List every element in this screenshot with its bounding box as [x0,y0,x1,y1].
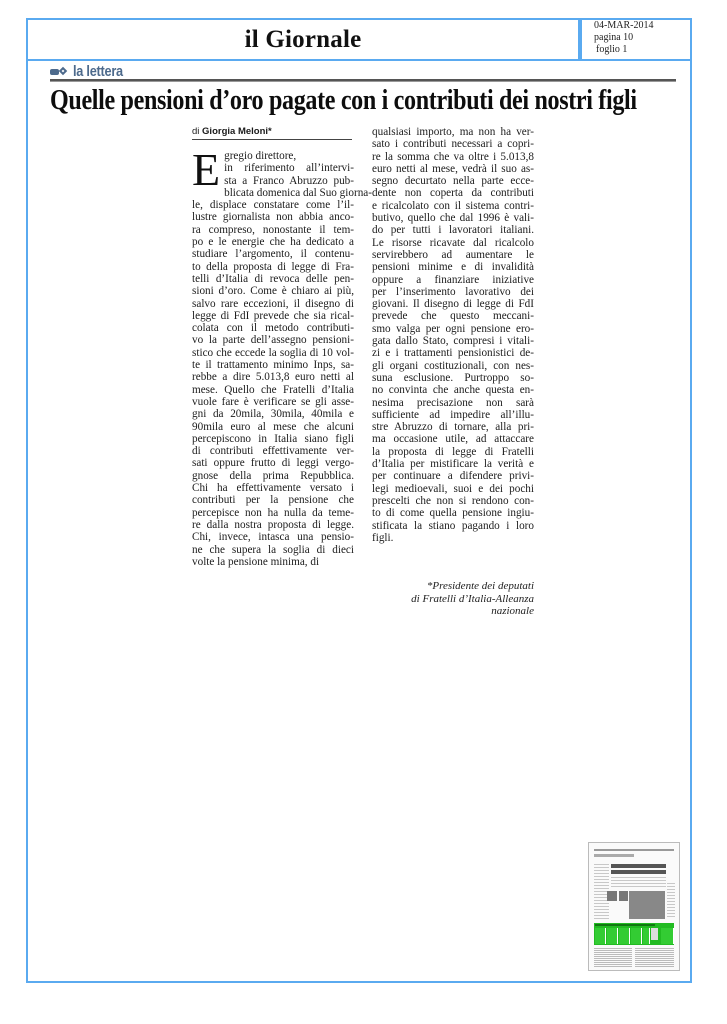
text-line: sato i contributi necessari a copri- [372,138,534,151]
thumb-title [611,870,666,874]
thumb-text [611,877,666,887]
text-line: prescelti che non si rendono con- [372,494,534,507]
clipping-date: 04-MAR-2014 [594,20,654,31]
text-line: po e le energie che ha dedicato a [192,236,354,249]
byline-prefix: di [192,126,203,137]
text-line: smo valga per ogni pensione ero- [372,322,534,335]
text-line: pensioni minime e di invalidità [372,261,534,274]
text-line: to della proposta di legge di Fra- [192,260,354,273]
thumb-green-col [619,928,630,944]
article-column-2 [372,126,534,544]
text-line: gata dallo Stato, compresi i vitali- [372,335,534,348]
rubric-label: la lettera [73,63,123,80]
author-signature [372,580,534,618]
text-line: percepiscono in Italia siano figli [192,432,354,445]
thumb-box [619,891,628,901]
text-line: in riferimento all’intervi- [224,162,354,175]
text-line: qualsiasi importo, ma non ha ver- [372,126,534,138]
thumb-green-col [643,928,650,944]
text-line: sioni d’oro. Come è chiaro ai più, [192,285,354,298]
text-line: sufficiente ad impedire all’illu- [372,408,534,421]
text-line: colata con il metodo contributi- [192,322,354,335]
text-line: gregio direttore, [224,150,297,162]
thumb-photo [629,891,665,919]
text-line: te il trattamento minimo Inps, sa- [192,359,354,372]
byline [192,126,352,140]
text-line: 90mila euro al mese che alcuni [192,420,354,433]
text-line: legi medioevali, suoi e dei pochi [372,482,534,495]
text-line: mese. Quello che Fratelli d’Italia [192,383,354,396]
text-line: Chi, invece, intasca una pensio- [192,531,354,544]
text-line: servirebbero ad aumentare le [372,248,534,261]
text-line: e ricalcolato con il sistema contri- [372,199,534,212]
signature-line: nazionale [491,605,534,617]
text-line: sati oppure frutto di leggi vergo- [192,457,354,470]
thumb-table [635,948,674,968]
drop-cap: E [192,144,221,195]
text-line: do per tutti i lavoratori italiani. [372,224,534,237]
page-preview-thumbnail[interactable] [588,842,680,971]
text-line: le, displace constatare come l’il- [192,199,354,212]
article-column-1 [192,144,372,568]
text-line: rebbe a dire 5.013,8 euro netti al [192,371,354,384]
text-line: la proposta di legge di Fratelli [372,445,534,458]
thumb-green-col [595,928,606,944]
thumb-text [667,883,675,919]
thumb-box [607,891,617,901]
thumb-table [594,948,632,968]
text-line: blicata domenica dal Suo giorna- [224,186,372,199]
text-line: stificata la stiano pagando i loro [372,519,534,532]
text-line: stre Abruzzo di tornare, alla pri- [372,421,534,434]
text-line: vuole fare è verificare se gli asse- [192,395,354,408]
clipping-page: pagina 10 [594,32,634,43]
text-line: gni da 20mila, 30mila, 40mila e [192,408,354,421]
section-rubric [50,63,132,80]
article-headline: Quelle pensioni d’oro pagate con i contributi dei nostri figli [50,84,637,116]
text-line: percepisce non ha nulla da teme- [192,506,354,519]
text-line: giovani. Il disegno di legge di FdI [372,298,534,311]
text-line: d’Italia per mistificare la verità e [372,458,534,471]
thumb-section [594,854,634,857]
clipping-meta [594,20,653,56]
text-line: butivo, quello che dal 1996 è vali- [372,212,534,225]
rubric-divider [50,79,676,82]
text-line: suna esclusione. Purtroppo so- [372,371,534,384]
text-line: re la somma che va oltre i 5.013,8 [372,150,534,163]
text-line: volte la pensione minima, di [192,555,320,568]
thumb-green-col [661,928,674,944]
thumb-green-title [595,924,655,926]
text-line: nesima precisazione non sarà [372,396,534,409]
text-line: dente non coperta da contributi [372,187,534,200]
thumb-title [611,864,666,868]
masthead: il Giornale [244,25,362,53]
text-line: euro netti al mese, vedrà il suo as- [372,162,534,175]
text-line: to di come quella pensione ingiu- [372,507,534,520]
thumb-green-col [631,928,642,944]
signature-line: di Fratelli d’Italia-Alleanza [411,592,534,605]
text-line: vo la parte dell’assegno pensioni- [192,334,354,347]
text-line: ne che supera la soglia di dieci [192,543,354,556]
text-line: lustre giornalista non abbia anco- [192,211,354,224]
text-line: gnose della prima Repubblica. [192,469,354,482]
text-line: ra compreso, nonostante il tem- [192,223,354,236]
text-line: re dalla nostra proposta di legge. [192,518,354,531]
text-line: figli. [372,531,394,544]
byline-author: Giorgia Meloni* [202,126,272,137]
text-line: per continuare a difendere privi- [372,470,534,483]
text-line: segno decurtato nella parte ecce- [372,175,534,188]
text-line: contributi per la pensione che [192,494,354,507]
text-line: stico che eccede la soglia di 10 vol- [192,346,354,359]
thumb-header [594,849,674,851]
text-line: di contributi effettivamente ver- [192,445,354,458]
page-frame [26,18,692,983]
text-line: ma occasione utile, ad attaccare [372,433,534,446]
text-line: sta a Franco Abruzzo pub- [224,174,354,187]
text-line: gli organi costituzionali, con nes- [372,359,534,372]
text-line: per l’inserimento lavorativo dei [372,285,534,298]
signature-line: *Presidente dei deputati [426,580,534,592]
thumb-portrait [651,928,658,940]
text-line: telli d’Italia di revoca delle pen- [192,272,354,285]
text-line: oppure a finanziare iniziative [372,273,534,286]
thumb-green-col [607,928,618,944]
text-line: salvo rare eccezioni, il disegno di [192,297,354,310]
text-line: no convinta che anche questa en- [372,384,534,397]
text-line: studiare l’argomento, il contenu- [192,248,354,261]
text-line: Le risorse ricavate dal ricalcolo [372,236,534,249]
clipping-sheet: foglio 1 [596,44,628,55]
text-line: prevede che questo meccani- [372,310,534,323]
text-line: zi e i trattamenti pensionistici de- [372,347,534,360]
arrow-bullet-icon [50,67,70,77]
text-line: legge di FdI prevede che sia rical- [192,309,354,322]
text-line: Chi ha effettivamente versato i [192,482,354,495]
